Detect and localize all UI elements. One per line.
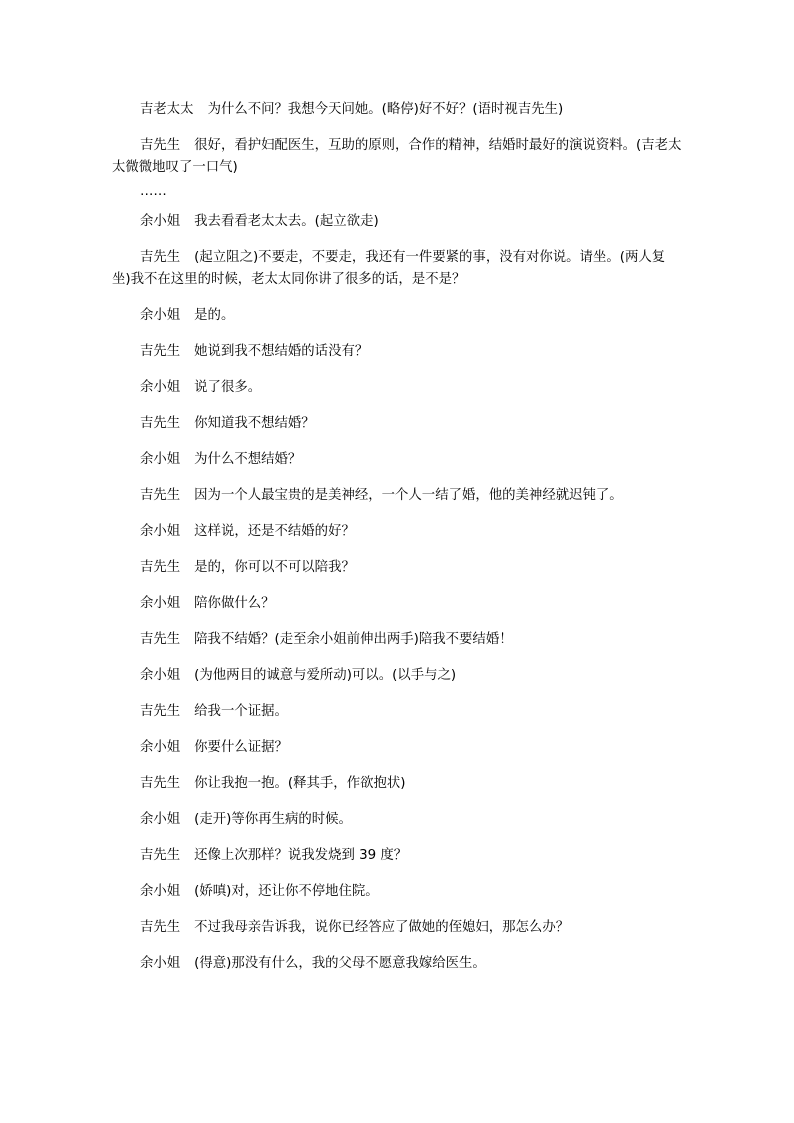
dialogue-line <box>112 377 682 399</box>
dialogue-line <box>112 737 682 759</box>
speaker-name: 余小姐 <box>140 452 181 467</box>
speech-text: 我去看看老太太去。(起立欲走) <box>194 214 379 229</box>
dialogue-line <box>112 557 682 579</box>
dialogue-line <box>112 629 682 651</box>
speech-text: 很好，看护妇配医生，互助的原则，合作的精神，结婚时最好的演说资料。(吉老太太微微地叹了一口气) <box>112 138 682 175</box>
speech-text: 为什么不问？我想今天问她。(略停)好不好？(语时视吉先生) <box>207 102 564 117</box>
ellipsis-text: …… <box>140 184 167 199</box>
speech-text: (为他两目的诚意与爱所动)可以。(以手与之) <box>194 668 457 683</box>
speaker-name: 吉先生 <box>140 560 181 575</box>
speaker-name: 余小姐 <box>140 524 181 539</box>
dialogue-line <box>112 449 682 471</box>
speaker-name: 吉先生 <box>140 344 181 359</box>
speech-text: 她说到我不想结婚的话没有？ <box>194 344 369 359</box>
speech-text: 是的，你可以不可以陪我？ <box>194 560 355 575</box>
speech-text: 你知道我不想结婚？ <box>194 416 315 431</box>
dialogue-line <box>112 247 682 291</box>
dialogue-line <box>112 881 682 903</box>
dialogue-line <box>112 305 682 327</box>
dialogue-line <box>112 593 682 615</box>
dialogue-line <box>112 135 682 179</box>
speaker-name: 余小姐 <box>140 308 181 323</box>
dialogue-line <box>112 809 682 831</box>
speaker-name: 吉先生 <box>140 488 181 503</box>
speech-text: 给我一个证据。 <box>194 704 288 719</box>
speaker-name: 余小姐 <box>140 214 181 229</box>
dialogue-line <box>112 341 682 363</box>
speaker-name: 余小姐 <box>140 596 181 611</box>
speaker-name: 余小姐 <box>140 812 181 827</box>
dialogue-line <box>112 845 682 867</box>
speech-text: 你让我抱一抱。(释其手，作欲抱状) <box>194 776 406 791</box>
speech-text: 因为一个人最宝贵的是美神经，一个人一结了婚，他的美神经就迟钝了。 <box>194 488 623 503</box>
speech-text: (得意)那没有什么，我的父母不愿意我嫁给医生。 <box>194 956 486 971</box>
speech-text: 还像上次那样？说我发烧到 39 度？ <box>194 848 408 863</box>
speaker-name: 余小姐 <box>140 740 181 755</box>
speaker-name: 吉先生 <box>140 776 181 791</box>
speaker-name: 吉老太太 <box>140 102 194 117</box>
dialogue-line <box>112 521 682 543</box>
speech-text: 陪我不结婚？(走至余小姐前伸出两手)陪我不要结婚！ <box>194 632 513 647</box>
speaker-name: 吉先生 <box>140 632 181 647</box>
dialogue-line <box>112 953 682 975</box>
speech-text: 你要什么证据？ <box>194 740 288 755</box>
speech-text: (起立阻之)不要走，不要走，我还有一件要紧的事，没有对你说。请坐。(两人复坐)我不在这里的时候，老太太同你讲了很多的话，是不是？ <box>112 250 666 287</box>
speech-text: 为什么不想结婚？ <box>194 452 302 467</box>
speaker-name: 余小姐 <box>140 956 181 971</box>
dialogue-line <box>112 99 682 121</box>
speech-text: (娇嗔)对，还让你不停地住院。 <box>194 884 379 899</box>
dialogue-line <box>112 917 682 939</box>
speech-text: (走开)等你再生病的时候。 <box>194 812 352 827</box>
speaker-name: 吉先生 <box>140 250 181 265</box>
dialogue-line <box>112 665 682 687</box>
play-dialogue <box>112 99 682 989</box>
speaker-name: 吉先生 <box>140 848 181 863</box>
speaker-name: 吉先生 <box>140 920 181 935</box>
speaker-name: 吉先生 <box>140 704 181 719</box>
speech-text: 陪你做什么？ <box>194 596 275 611</box>
dialogue-line <box>112 413 682 435</box>
dialogue-line <box>112 701 682 723</box>
dialogue-line <box>112 485 682 507</box>
dialogue-line <box>112 773 682 795</box>
speech-text: 是的。 <box>194 308 235 323</box>
speaker-name: 余小姐 <box>140 668 181 683</box>
speech-text: 说了很多。 <box>194 380 262 395</box>
speaker-name: 吉先生 <box>140 416 181 431</box>
speech-text: 不过我母亲告诉我，说你已经答应了做她的侄媳妇，那怎么办？ <box>194 920 570 935</box>
speaker-name: 余小姐 <box>140 380 181 395</box>
speaker-name: 余小姐 <box>140 884 181 899</box>
speaker-name: 吉先生 <box>140 138 181 153</box>
speech-text: 这样说，还是不结婚的好？ <box>194 524 355 539</box>
ellipsis-line <box>112 181 682 203</box>
dialogue-line <box>112 211 682 233</box>
